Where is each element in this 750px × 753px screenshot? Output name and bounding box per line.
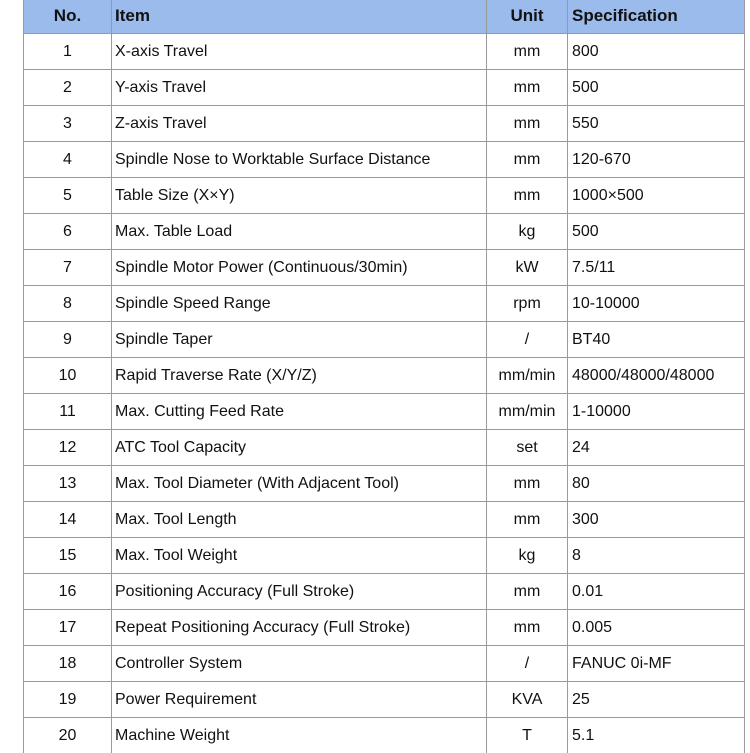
table-row xyxy=(24,214,745,250)
table-row xyxy=(24,394,745,430)
cell-unit: mm/min xyxy=(487,394,568,430)
cell-specification: 80 xyxy=(568,466,745,502)
cell-specification: 1000×500 xyxy=(568,178,745,214)
cell-item: Max. Cutting Feed Rate xyxy=(112,394,487,430)
cell-unit: mm/min xyxy=(487,358,568,394)
table-row xyxy=(24,70,745,106)
cell-item: Controller System xyxy=(112,646,487,682)
cell-no: 20 xyxy=(24,718,112,753)
cell-specification: BT40 xyxy=(568,322,745,358)
cell-specification: 1-10000 xyxy=(568,394,745,430)
cell-no: 9 xyxy=(24,322,112,358)
table-row xyxy=(24,358,745,394)
cell-unit: mm xyxy=(487,610,568,646)
cell-specification: 24 xyxy=(568,430,745,466)
cell-unit: set xyxy=(487,430,568,466)
table-header xyxy=(24,0,745,34)
cell-specification: 0.005 xyxy=(568,610,745,646)
cell-specification: 0.01 xyxy=(568,574,745,610)
cell-unit: mm xyxy=(487,34,568,70)
header-row xyxy=(24,0,745,34)
cell-no: 4 xyxy=(24,142,112,178)
cell-specification: 120-670 xyxy=(568,142,745,178)
cell-item: Max. Table Load xyxy=(112,214,487,250)
cell-item: Spindle Motor Power (Continuous/30min) xyxy=(112,250,487,286)
table-row xyxy=(24,718,745,753)
table-row xyxy=(24,322,745,358)
cell-unit: mm xyxy=(487,178,568,214)
cell-no: 14 xyxy=(24,502,112,538)
cell-specification: FANUC 0i-MF xyxy=(568,646,745,682)
cell-no: 19 xyxy=(24,682,112,718)
cell-specification: 500 xyxy=(568,70,745,106)
cell-unit: / xyxy=(487,646,568,682)
cell-item: Machine Weight xyxy=(112,718,487,753)
cell-specification: 10-10000 xyxy=(568,286,745,322)
table-row xyxy=(24,286,745,322)
cell-no: 18 xyxy=(24,646,112,682)
cell-no: 3 xyxy=(24,106,112,142)
cell-no: 10 xyxy=(24,358,112,394)
cell-specification: 500 xyxy=(568,214,745,250)
cell-specification: 25 xyxy=(568,682,745,718)
cell-specification: 800 xyxy=(568,34,745,70)
table-row xyxy=(24,34,745,70)
cell-no: 11 xyxy=(24,394,112,430)
cell-unit: mm xyxy=(487,574,568,610)
cell-unit: mm xyxy=(487,502,568,538)
cell-no: 8 xyxy=(24,286,112,322)
cell-item: Positioning Accuracy (Full Stroke) xyxy=(112,574,487,610)
cell-no: 13 xyxy=(24,466,112,502)
cell-item: X-axis Travel xyxy=(112,34,487,70)
table-row xyxy=(24,178,745,214)
cell-specification: 5.1 xyxy=(568,718,745,753)
table-row xyxy=(24,646,745,682)
cell-specification: 8 xyxy=(568,538,745,574)
cell-item: Spindle Speed Range xyxy=(112,286,487,322)
cell-specification: 550 xyxy=(568,106,745,142)
cell-item: Z-axis Travel xyxy=(112,106,487,142)
cell-item: Spindle Taper xyxy=(112,322,487,358)
cell-no: 17 xyxy=(24,610,112,646)
header-unit: Unit xyxy=(487,0,568,34)
cell-no: 16 xyxy=(24,574,112,610)
header-item: Item xyxy=(112,0,487,34)
cell-no: 2 xyxy=(24,70,112,106)
cell-unit: mm xyxy=(487,106,568,142)
cell-item: Max. Tool Diameter (With Adjacent Tool) xyxy=(112,466,487,502)
header-specification: Specification xyxy=(568,0,745,34)
cell-no: 5 xyxy=(24,178,112,214)
cell-unit: T xyxy=(487,718,568,753)
table-row xyxy=(24,142,745,178)
cell-unit: mm xyxy=(487,142,568,178)
cell-item: Max. Tool Weight xyxy=(112,538,487,574)
cell-no: 7 xyxy=(24,250,112,286)
table-row xyxy=(24,538,745,574)
cell-unit: KVA xyxy=(487,682,568,718)
cell-item: Rapid Traverse Rate (X/Y/Z) xyxy=(112,358,487,394)
cell-no: 15 xyxy=(24,538,112,574)
cell-item: Y-axis Travel xyxy=(112,70,487,106)
cell-specification: 300 xyxy=(568,502,745,538)
cell-item: ATC Tool Capacity xyxy=(112,430,487,466)
cell-unit: mm xyxy=(487,466,568,502)
cell-unit: kg xyxy=(487,214,568,250)
cell-item: Table Size (X×Y) xyxy=(112,178,487,214)
table-row xyxy=(24,466,745,502)
cell-no: 12 xyxy=(24,430,112,466)
specification-table xyxy=(23,0,745,753)
cell-unit: / xyxy=(487,322,568,358)
table-row xyxy=(24,250,745,286)
header-no: No. xyxy=(24,0,112,34)
cell-item: Repeat Positioning Accuracy (Full Stroke) xyxy=(112,610,487,646)
table-row xyxy=(24,430,745,466)
cell-unit: rpm xyxy=(487,286,568,322)
cell-unit: mm xyxy=(487,70,568,106)
cell-no: 6 xyxy=(24,214,112,250)
cell-item: Max. Tool Length xyxy=(112,502,487,538)
table-row xyxy=(24,682,745,718)
cell-item: Spindle Nose to Worktable Surface Distance xyxy=(112,142,487,178)
table-row xyxy=(24,106,745,142)
table-row xyxy=(24,610,745,646)
table-body xyxy=(24,34,745,753)
table-row xyxy=(24,574,745,610)
cell-unit: kg xyxy=(487,538,568,574)
cell-no: 1 xyxy=(24,34,112,70)
cell-specification: 48000/48000/48000 xyxy=(568,358,745,394)
cell-specification: 7.5/11 xyxy=(568,250,745,286)
cell-unit: kW xyxy=(487,250,568,286)
cell-item: Power Requirement xyxy=(112,682,487,718)
table-row xyxy=(24,502,745,538)
